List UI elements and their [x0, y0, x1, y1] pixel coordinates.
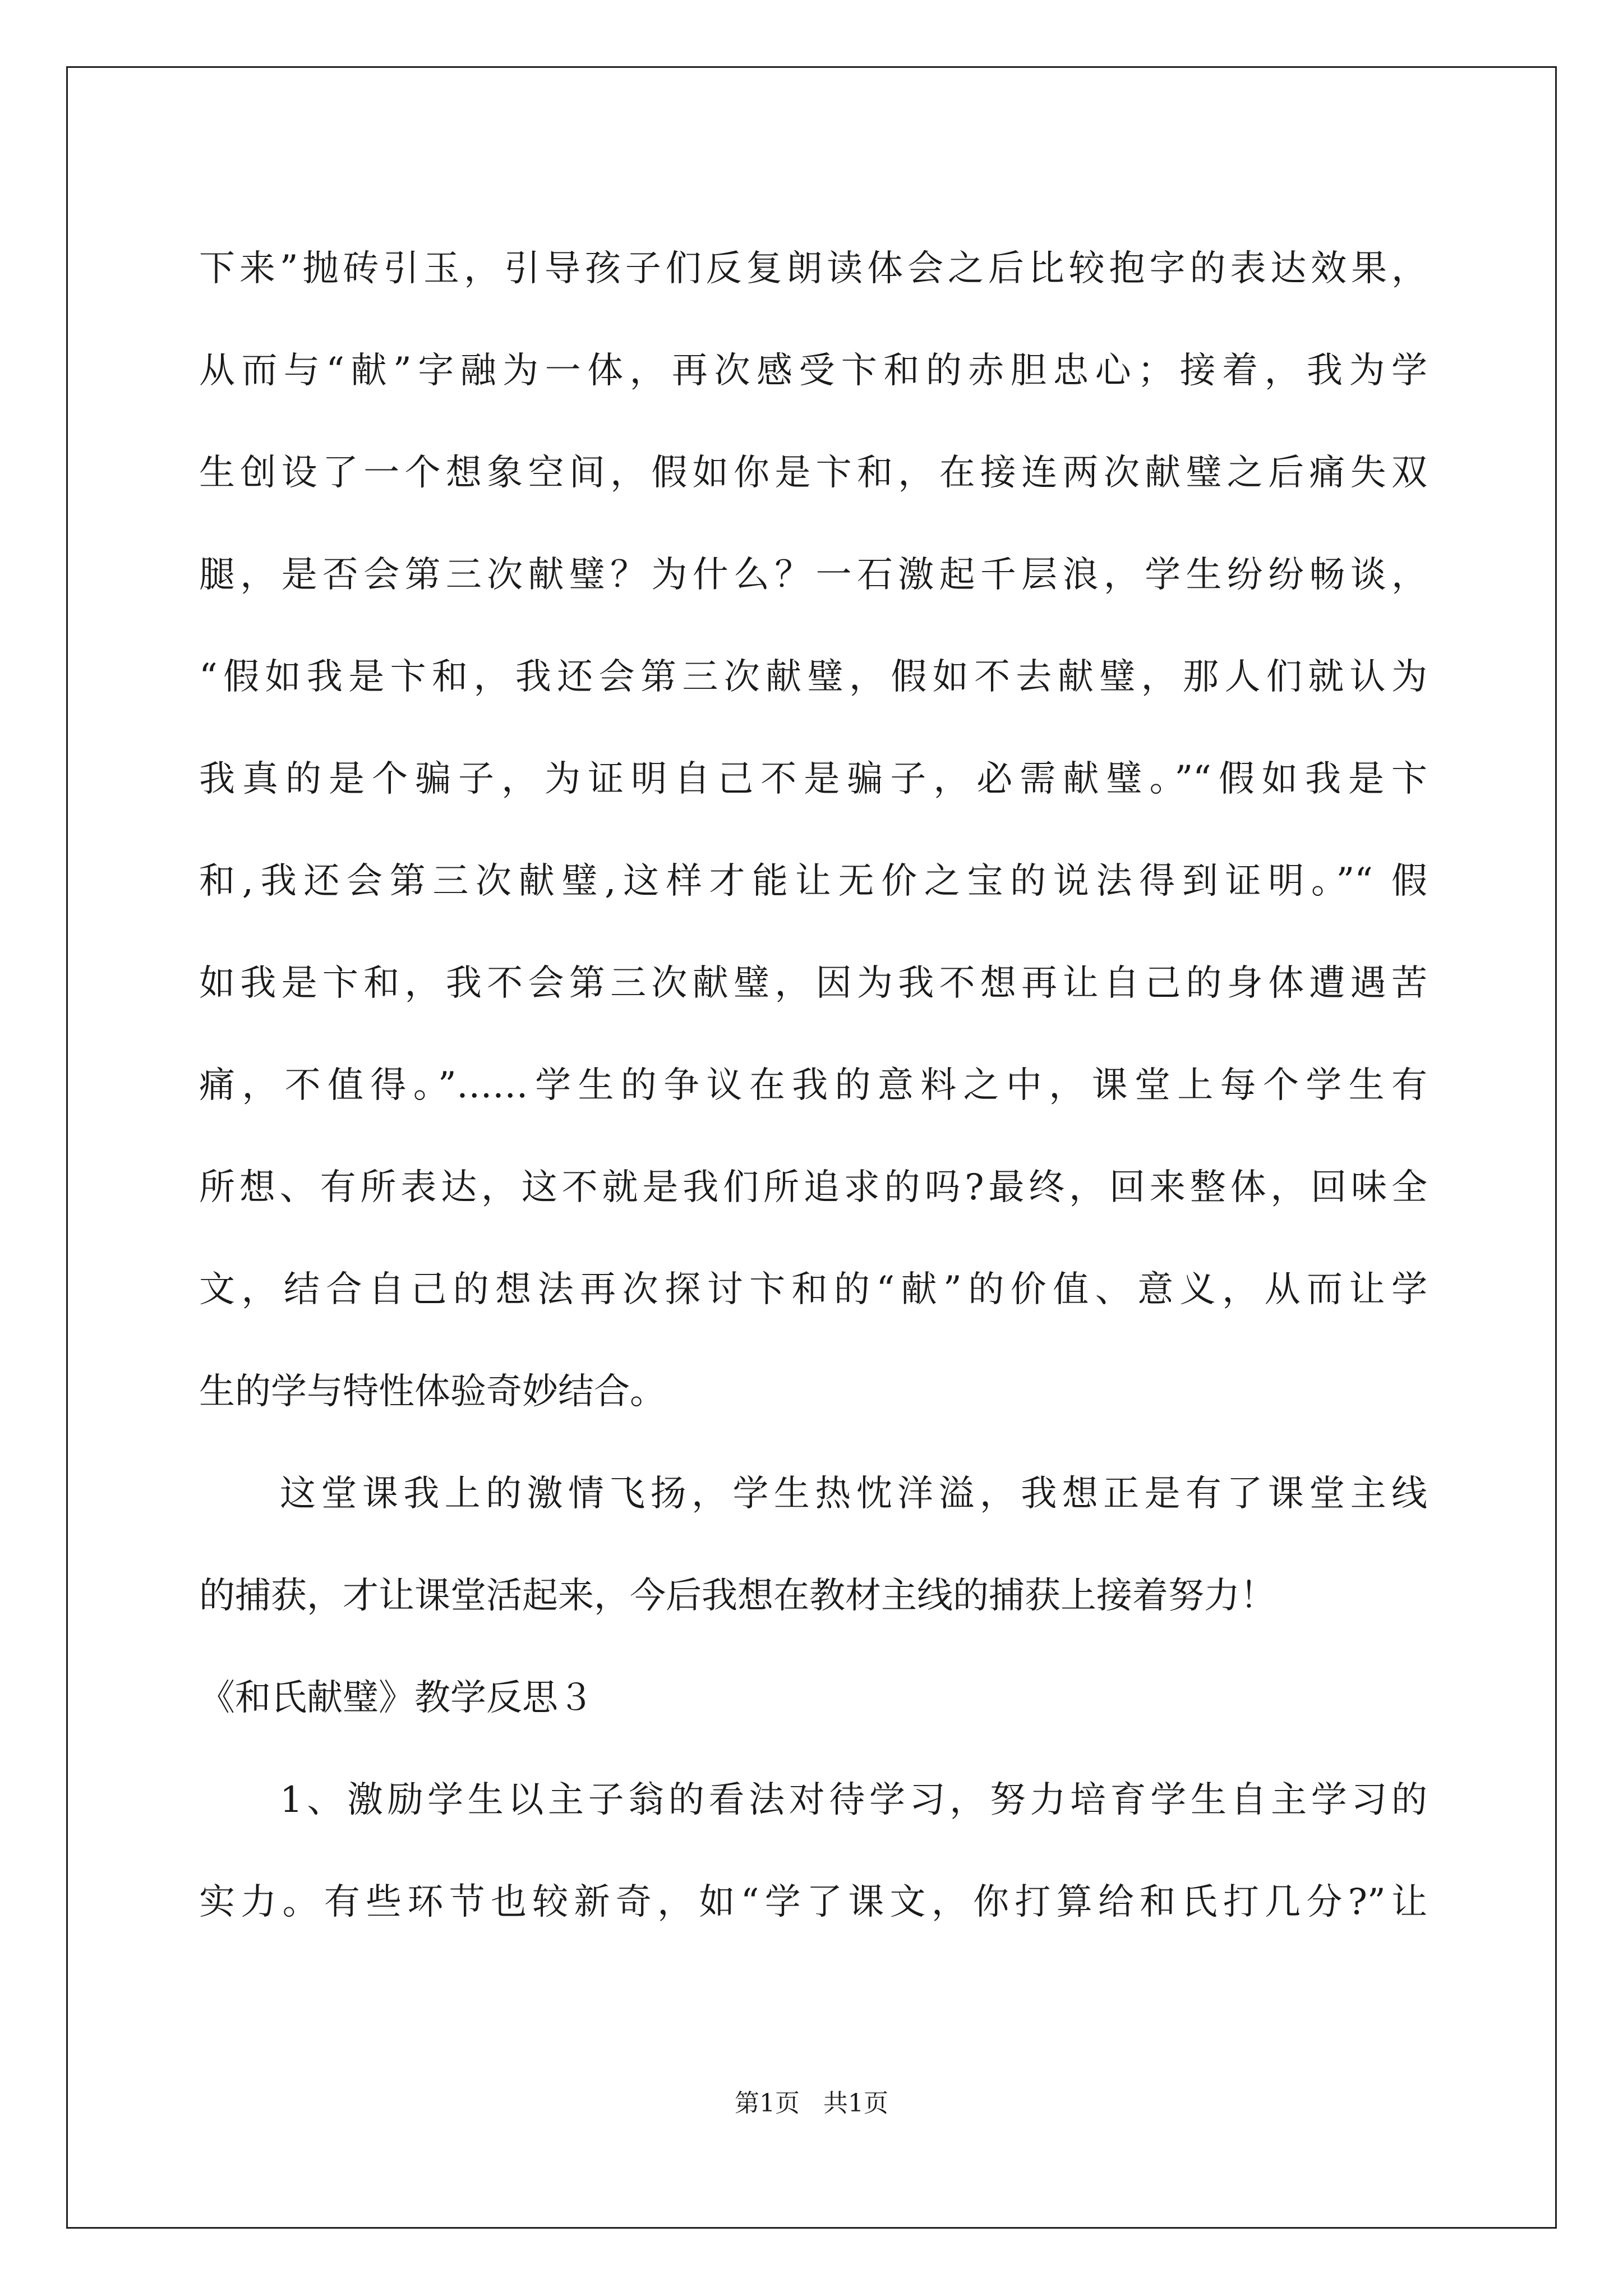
paragraph-first-line: 这堂课我上的激情飞扬，学生热忱洋溢，我想正是有了课堂主线 [280, 1473, 1427, 1515]
text-line: 痛，不值得。”……学生的争议在我的意料之中，课堂上每个学生有 [199, 1065, 1427, 1106]
text-line: 生创设了一个想象空间，假如你是卞和，在接连两次献璧之后痛失双 [199, 452, 1427, 494]
text-line: “假如我是卞和，我还会第三次献璧，假如不去献璧，那人们就认为 [199, 656, 1427, 698]
text-line: 所想、有所表达，这不就是我们所追求的吗?最终，回来整体，回味全 [199, 1167, 1427, 1208]
text-line: 的捕获，才让课堂活起来，今后我想在教材主线的捕获上接着努力！ [199, 1575, 1276, 1617]
text-line: 我真的是个骗子，为证明自己不是骗子，必需献璧。”“假如我是卞 [199, 758, 1427, 800]
page-footer [0, 2087, 1623, 2120]
text-line: 下来”抛砖引玉，引导孩子们反复朗读体会之后比较抱字的表达效果， [199, 248, 1427, 289]
text-line: 腿，是否会第三次献璧？为什么？一石激起千层浪，学生纷纷畅谈， [199, 554, 1427, 596]
page-total: 共1页 [823, 2089, 888, 2118]
text-line: 实力。有些环节也较新奇，如“学了课文，你打算给和氏打几分?”让 [199, 1881, 1427, 1923]
text-line: 如我是卞和，我不会第三次献璧，因为我不想再让自己的身体遭遇苦 [199, 963, 1427, 1004]
page-number: 第1页 [735, 2089, 800, 2118]
document-body [199, 218, 1427, 1953]
section-heading: 《和氏献璧》教学反思３ [199, 1677, 594, 1719]
text-line: 和,我还会第三次献璧,这样才能让无价之宝的说法得到证明。”“ 假 [199, 861, 1427, 902]
text-line: 从而与“献”字融为一体，再次感受卞和的赤胆忠心；接着，我为学 [199, 350, 1427, 392]
text-line: 生的学与特性体验奇妙结合。 [199, 1371, 666, 1412]
paragraph-first-line: 1、激励学生以主子翁的看法对待学习，努力培育学生自主学习的 [280, 1779, 1427, 1821]
text-line: 文，结合自己的想法再次探讨卞和的“献”的价值、意义，从而让学 [199, 1269, 1427, 1310]
